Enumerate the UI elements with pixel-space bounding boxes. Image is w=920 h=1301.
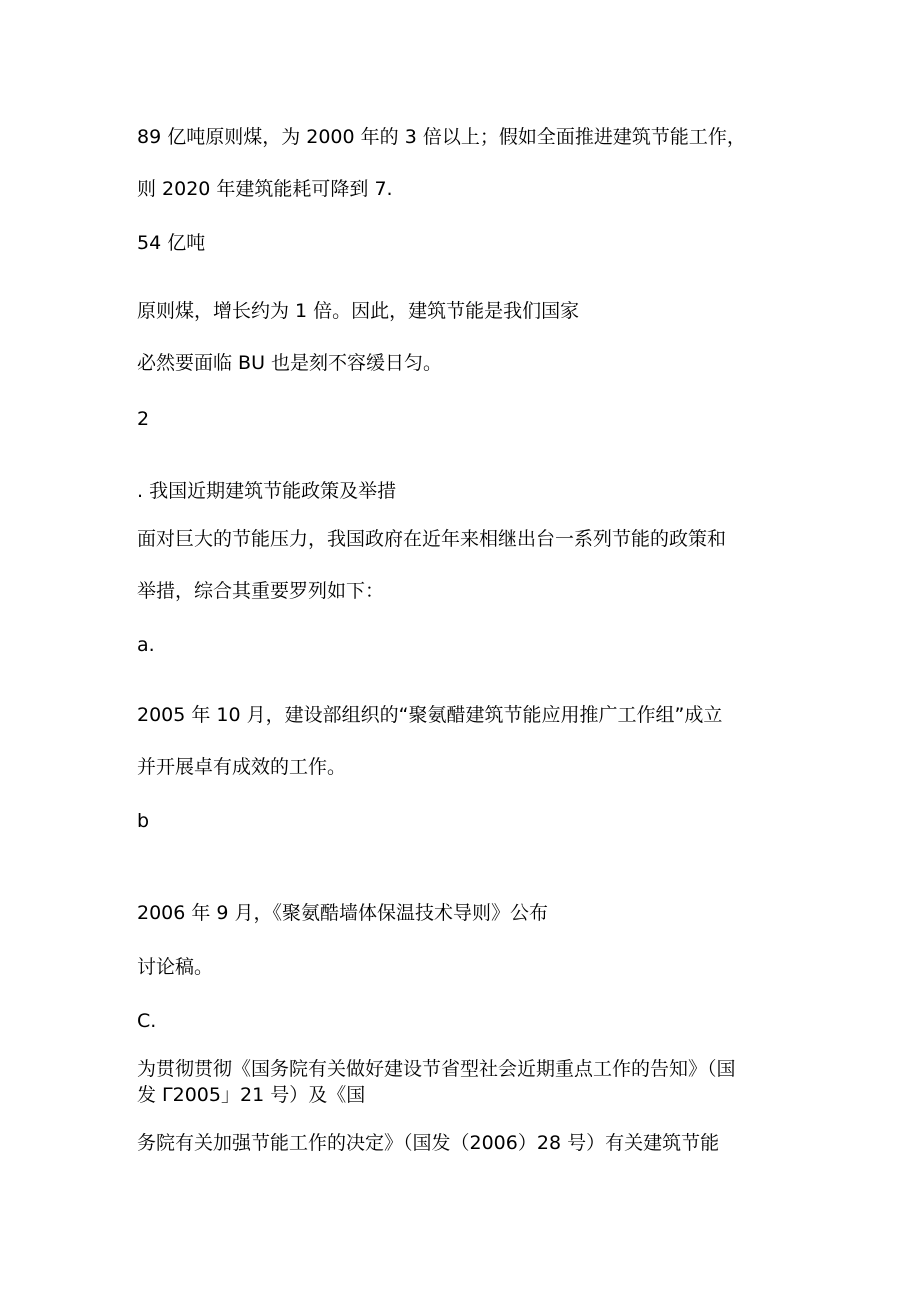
list-marker-c: C. [137,1010,157,1032]
text-line-17: 为贯彻贯彻《国务院有关做好建设节省型社会近期重点工作的告知》（国 [137,1058,736,1080]
text-line-2: 则 2020 年建筑能耗可降到 7. [137,178,393,200]
list-marker-b: b [137,810,150,832]
text-line-12: 并开展卓有成效的工作。 [137,756,347,778]
text-line-8: 面对巨大的节能压力，我国政府在近年来相继出台一系列节能的政策和 [137,528,727,550]
text-line-3: 54 亿吨 [137,232,206,254]
section-number: 2 [137,408,150,430]
text-line-19: 务院有关加强节能工作的决定》（国发（2006）28 号）有关建筑节能 [137,1132,720,1154]
text-line-11: 2005 年 10 月，建设部组织的“聚氨醋建筑节能应用推广工作组”成立 [137,704,723,726]
text-line-9: 举措，综合其重要罗列如下： [137,580,385,602]
text-line-18: 发 Γ2005」21 号）及《国 [137,1084,366,1106]
text-line-15: 讨论稿。 [137,956,214,978]
text-line-4: 原则煤，增长约为 1 倍。因此，建筑节能是我们国家 [137,300,580,322]
section-heading: . 我国近期建筑节能政策及举措 [137,480,397,502]
text-line-14: 2006 年 9 月，《聚氨酷墙体保温技术导则》公布 [137,902,549,924]
text-line-5: 必然要面临 BU 也是刻不容缓日匀。 [137,352,443,374]
list-marker-a: a. [137,634,155,656]
text-line-1: 89 亿吨原则煤，为 2000 年的 3 倍以上；假如全面推进建筑节能工作， [137,126,746,148]
